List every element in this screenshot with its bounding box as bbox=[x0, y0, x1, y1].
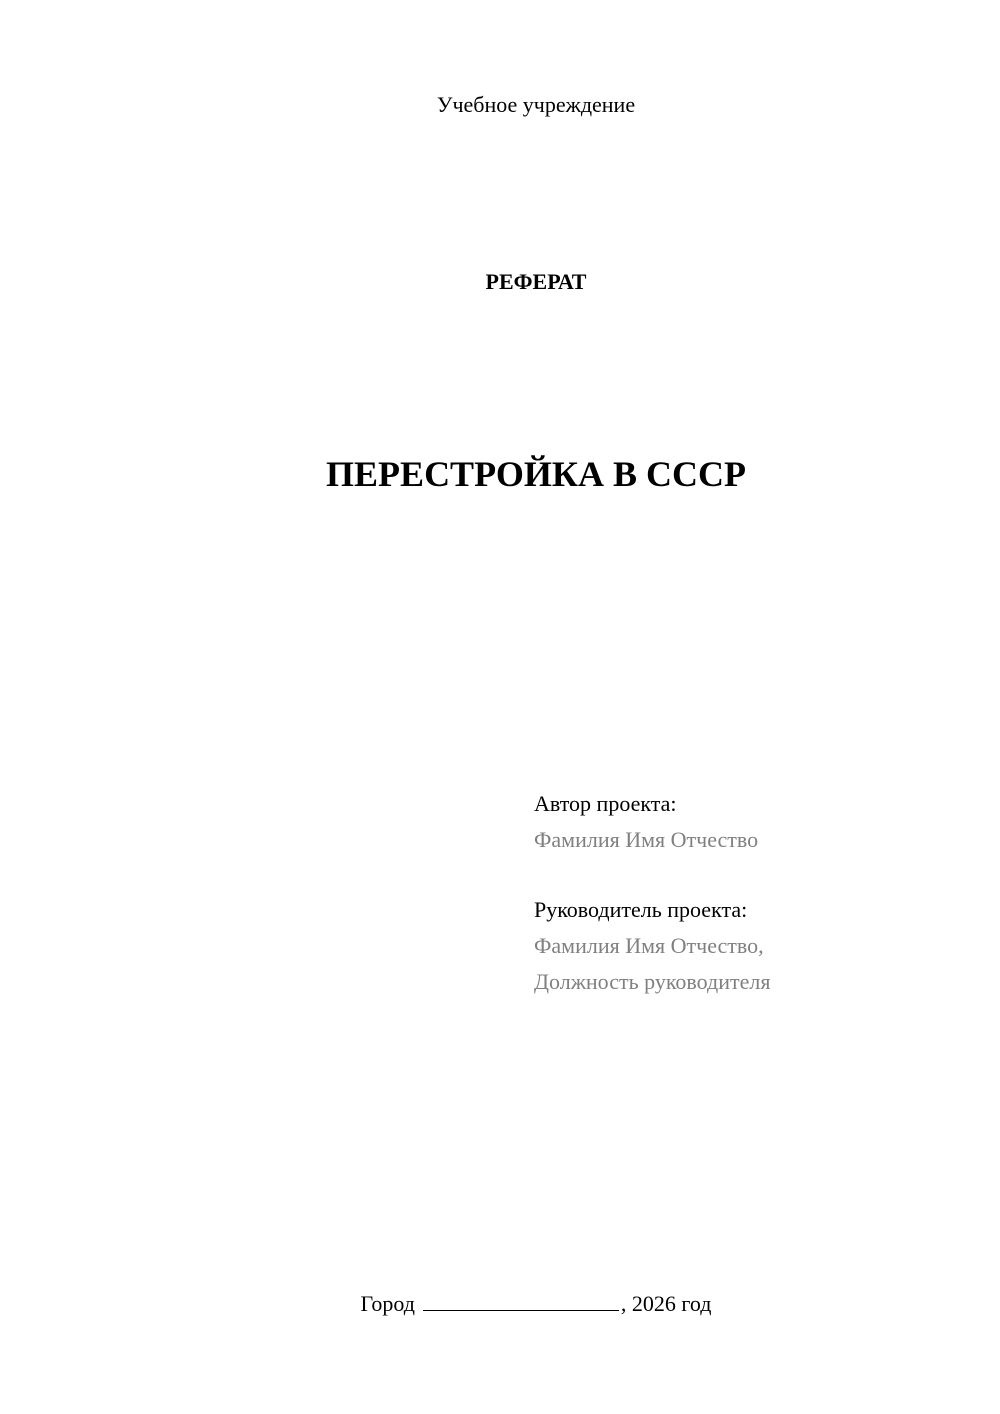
city-label: Город bbox=[360, 1291, 415, 1316]
city-blank-line bbox=[423, 1290, 619, 1311]
institution-name: Учебное учреждение bbox=[436, 92, 636, 117]
author-label: Автор проекта: bbox=[534, 791, 677, 816]
city-year-line bbox=[0, 1288, 1000, 1320]
supervisor-name: Фамилия Имя Отчество, bbox=[534, 933, 764, 958]
document-title: ПЕРЕСТРОЙКА В СССР bbox=[326, 454, 746, 494]
supervisor-position: Должность руководителя bbox=[534, 969, 771, 994]
spacer bbox=[534, 858, 974, 892]
author-name: Фамилия Имя Отчество bbox=[534, 827, 759, 852]
document-type: РЕФЕРАТ bbox=[485, 269, 587, 294]
year-text: , 2026 год bbox=[620, 1291, 712, 1316]
project-people-block bbox=[534, 786, 974, 1000]
supervisor-label: Руководитель проекта: bbox=[534, 897, 748, 922]
